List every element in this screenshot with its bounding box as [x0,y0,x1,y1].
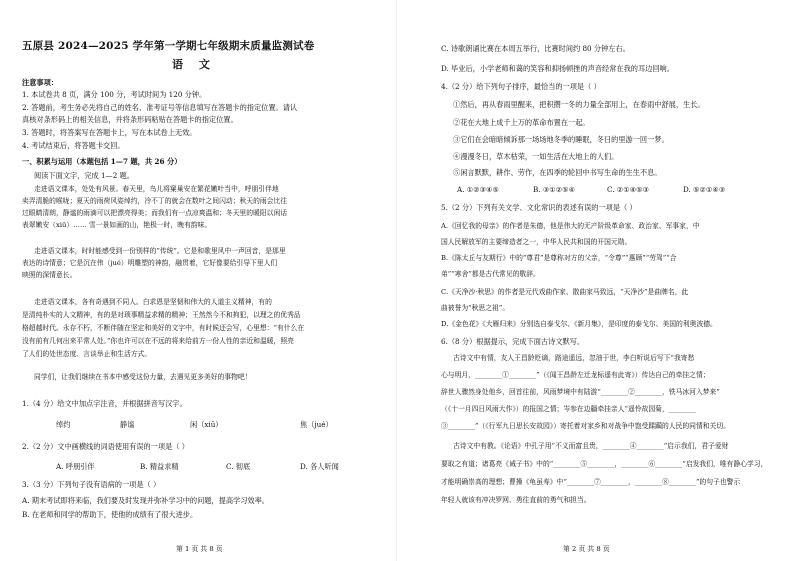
text-line: A.《回忆我的母亲》的作者是朱德，他是伟大的无产阶级革命家、政治家、军事家，中 [441,222,700,230]
passage-line: 没有前有几何出来平常人处。”你也许可以在不远的将来给前方一份人性的亲近和温暖，照亮 [22,337,294,345]
passage-line: 了人们的处世态度、言谈举止和生活方式。 [22,350,152,358]
notice-item: 1. 本试卷共 8 页，满分 100 分，考试时间为 120 分钟。 [22,90,207,99]
page-number: 第 2 页 共 8 页 [563,545,610,553]
question-1: 1.（4 分）给文中加点字注音，并根据拼音写汉字。 [22,399,187,408]
pinyin-item: 绰约 [56,420,71,429]
text-line: 才能明确崇高的理想；曹操《龟虽寿》中“________⑦________，________⑧________”的句子也警示 [441,478,741,486]
text-line: 心与明月，________①________”（《闻王昌龄左迁龙标遥有此寄》）传达自己的牵挂之情； [441,371,710,379]
text-line: 弟”“寒舍”都是古代常见的敬辞。 [441,270,540,278]
question-3: 3.（3 分）下列句子没有语病的一项是（ ） [22,480,161,489]
option: B. 精益求精 [140,462,179,471]
text-line: ④漫漫冬日，草木枯荣，一如生活在大地上的人们。 [453,152,619,161]
pinyin-item: 焦（jué） [300,420,333,429]
passage-line: 走进语文课本，时时能感受到一份别样的“传统”。它是和歌里风中一声回音，是那里 [34,247,286,255]
exam-title: 五原县 2024—2025 学年第一学期七年级期末质量监测试卷 [22,40,315,52]
notice-item: 3. 答题时，将答案写在答题卡上，写在本试卷上无效。 [22,128,197,137]
passage-line: 同学们，让我们继续在书本中感受这份力量，去遇见更多美好的事物吧！ [34,373,252,381]
option: A. ①②③④⑤ [457,185,499,194]
page-number: 第 1 页 共 8 页 [176,545,223,553]
option: A. 呼朋引伴 [56,462,95,471]
text-line: 国人民解放军的主要缔造者之一，中华人民共和国的开国元勋。 [441,238,632,246]
text-line: C.《天净沙·秋思》的作者是元代戏曲作家、散曲家马致远，“天净沙”是曲牌名，此 [441,288,689,296]
text-line: （《十一月四日风雨大作》）的报国之情；岑参在边疆牵挂亲人“遥怜故园菊，________ [441,405,696,413]
passage-line: 是清纯朴实的人文精神，有的是对琐事精益求精的精神；王然然今不和拘犯，以理之的优秀品 [22,311,301,319]
text-line: 曲被誉为“秋思之祖”。 [441,304,510,312]
option: C. 彻底 [226,462,251,471]
option: D. 各人听闻 [300,462,339,471]
passage-line: 表达的诗情意；它是沉在伟（jué）明雕塑的神韵，融贯着，它好像要给引导下里人们 [22,259,278,267]
text-line: 古诗文中有教。《论语》中孔子用“不义而富且贵，________④________”启示我们，君子爱财 [453,442,729,450]
option: C. ②①④⑤③ [607,185,650,194]
option: A. 期末考试即将来临，我们要及时发现并弥补学习中的问题，提高学习效率。 [22,496,269,505]
passage-line: 卖弄清脆的喉咙；夏天的雨荷风姿绰约，冷不丁的就会在数叶之间闪动；秋天的雨会比往 [22,197,288,205]
passage-line: 走进语文课本，处处有风景。春天里，鸟儿将窠巢安在繁花嫩叶当中，呼朋引伴地 [34,185,279,193]
passage-line: 走进语文课本，各有奇遇到不同人。白求恩是坚韧和伟大的人道主义精神，有的 [34,298,272,306]
option: B. ③①②⑤④ [533,185,576,194]
text-line: 要取之有道；诸葛亮《诫子书》中的“________⑤________，________⑥________”启发我们，唯有静心学习， [441,460,768,468]
text-line: 辞世人骤然身处他乡，回首往前，风雨梦境中有陆游“________②________，铁马冰河入梦来” [441,388,720,396]
option: D. ⑤②①④③ [683,185,726,194]
text-line: D.《金色花》《大雁归来》分别选自泰戈尔、《新月集》，是印度的泰戈尔、美国的利奥波德。 [441,320,717,328]
passage-line: 过眼睛清朗，静谧的雨滴可以把漂亮得美；而我们有一点凉爽温和；冬天里的暖阳以闲话 [22,209,288,217]
passage-line: 表翠嫩安（xiū）…… 雪一景如画的山，艳极一时，晚有韵味。 [22,221,212,229]
text-line: C. 诗歌朗诵比赛在本周五举行，比赛时间约 80 分钟左右。 [441,44,630,53]
question-2: 2.（2 分）文中画横线的词语使用有误的一项是（ ） [22,442,189,451]
text-line: ⑤闲言默默，耕作、劳作，在四季的轮回中书写生命的生生不息。 [453,168,662,177]
question-4: 4.（2 分）给下列句子排序，最恰当的一项是（ ） [441,82,601,91]
pinyin-item: 闲（xiū） [190,420,223,429]
text-line: D. 毕业后，小学老师和蔼的笑容和抑扬顿挫的声音经常在我的耳边回响。 [441,64,674,73]
reading-intro: 阅读下面文字，完成 1—2 题。 [34,171,134,180]
text-line: 年轻人就该有冲决罗网、勇往直前的勇气和担当。 [441,496,591,504]
text-line: ①然后，再从春雨里醒来，把积攒一冬的力量全部用上，在春雨中舒展、生长。 [453,100,705,109]
passage-line: 映照的深情意长。 [22,271,77,279]
notice-item: 2. 答题前，考生务必先将自己的姓名、准考证号等信息填写在答题卡的指定位置。请认 [22,103,298,112]
question-5: 5.（2 分）下列有关文学、文化常识的表述有误的一项是（ ） [441,203,637,212]
pinyin-item: 静谧 [120,420,135,429]
passage-line: 格超越时代。永存不朽，不断伴随在坚定和美好的文字中，有时候还会写，心里想：“有什么在 [22,324,305,332]
question-6: 6.（8 分）根据提示，完成下面古诗文默写。 [441,337,585,346]
text-line: B.《陈太丘与友期行》中的“尊君”是尊称对方的父亲，“令尊”“惠顾”“劳驾”“合 [441,254,677,262]
option: B. 在老师和同学的帮助下，使他的成绩有了很大进步。 [22,510,198,519]
section-heading: 一、积累与运用（本题包括 1—7 题，共 26 分） [22,157,182,166]
notice-item: 4. 考试结束后，将答题卡交回。 [22,141,125,150]
text-line: ②花在大地上成千上万的革命布置在一起。 [453,118,590,127]
right-page [397,0,794,561]
notice-title: 注意事项： [22,78,58,87]
text-line: 古诗文中有情，友人王昌龄贬谪，路途遥远，忽油于世，李白听说后写下“我寄愁 [453,354,695,362]
subject-title: 语 文 [172,58,216,71]
text-line: ③它们在会暗暗倾诉那一场场地冬季的睡眠，冬日的里游一回一梦。 [453,135,669,144]
notice-item: 真核对条形码上的相关信息，并将条形码粘贴在答题卡的指定位置。 [22,115,238,124]
text-line: ③________”（《行军九日思长安故园》）寄托着对家乡和对战争中饱受蹂躏的人民的同情和关切。 [441,422,730,430]
